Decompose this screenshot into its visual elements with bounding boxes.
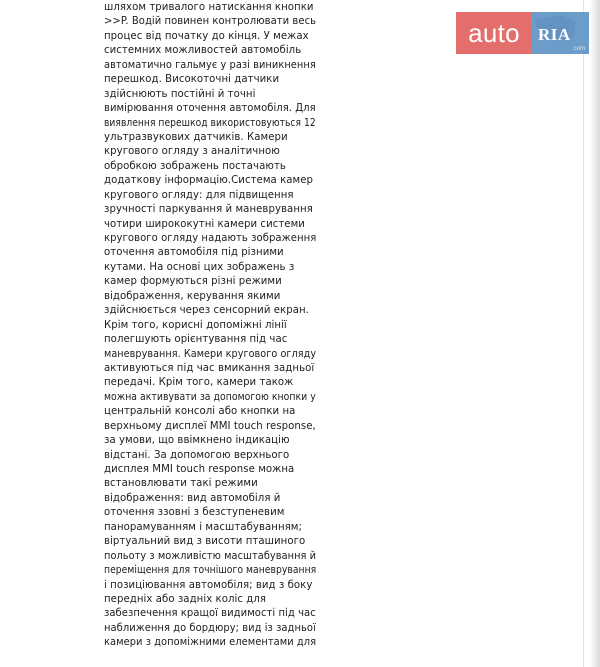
logo-auto-text: auto <box>456 12 532 54</box>
text-line: здійснюють постійні й точні <box>104 87 256 100</box>
text-line: дисплея MMI touch response можна <box>104 463 295 475</box>
text-line: перешкод. Високоточні датчики <box>104 73 280 86</box>
text-line: маневрування. Камери кругового огляду <box>104 347 317 360</box>
text-line: верхньому дисплеї MMI touch response, <box>104 419 316 432</box>
text-line: обробкою зображень постачають <box>104 159 286 172</box>
text-line: центральній консолі або кнопки на <box>104 405 296 418</box>
text-line: відображення: вид автомобіля й <box>104 491 281 504</box>
text-line: переміщення для точнішого маневрування <box>104 564 317 577</box>
text-line: передачі. Крім того, камери також <box>104 376 294 389</box>
text-line: >>P. Водій повинен контролювати весь <box>104 15 317 28</box>
text-line: здійснюється через сенсорний екран. <box>104 304 309 317</box>
text-line: забезпечення кращої видимості під час <box>104 607 316 620</box>
page-edge-shadow <box>590 0 600 667</box>
text-line: кругового огляду з аналітичною <box>104 145 280 158</box>
text-line: виявлення перешкод використовуються 12 <box>104 116 316 129</box>
text-line: чотири ширококутні камери системи <box>104 217 305 230</box>
text-line: наближення до бордюру; вид із задньої <box>104 621 316 634</box>
text-line: кругового огляду надають зображення <box>104 232 317 244</box>
text-line: віртуальний вид з висоти пташиного <box>104 535 306 548</box>
document-text <box>104 0 319 650</box>
autoria-logo[interactable] <box>456 12 589 54</box>
text-line: можна активувати за допомогою кнопки у <box>104 390 316 403</box>
text-line: полегшують орієнтування під час <box>104 333 288 346</box>
text-line: передніх або задніх коліс для <box>104 592 267 605</box>
text-line: вимірювання оточення автомобіля. Для <box>104 102 316 115</box>
text-line: додаткову інформацію.Система камер <box>104 174 314 187</box>
text-line: Крім того, корисні допоміжні лінії <box>104 318 287 331</box>
text-line: процес від початку до кінця. У межах <box>104 29 309 42</box>
text-line: встановлювати такі режими <box>104 477 258 490</box>
text-line: відстані. За допомогою верхнього <box>104 448 290 461</box>
text-line: системних можливостей автомобіль <box>104 44 302 57</box>
text-line: оточення ззовні з безступеневим <box>104 506 285 519</box>
text-line: польоту з можливістю масштабування й <box>104 549 317 562</box>
text-line: за умови, що ввімкнено індикацію <box>104 434 290 447</box>
text-line: камер формуються різні режими <box>104 275 282 288</box>
text-line: оточення автомобіля під різними <box>104 246 284 259</box>
logo-com-text: .com <box>571 46 585 52</box>
text-line: камери з допоміжними елементами для <box>104 636 317 649</box>
text-line: зручності паркування й маневрування <box>104 203 313 216</box>
text-line: панорамуванням і масштабуванням; <box>104 520 302 533</box>
text-line: кутами. На основі цих зображень з <box>104 260 295 273</box>
text-line: ультразвукових датчиків. Камери <box>104 130 288 143</box>
text-line: кругового огляду: для підвищення <box>104 188 294 201</box>
logo-ria-text: RIA <box>538 25 571 44</box>
logo-ria-block <box>532 12 589 54</box>
text-line: активуються під час вмикання задньої <box>104 361 315 374</box>
page-edge-line <box>583 0 584 667</box>
text-line: відображення, керування якими <box>104 289 281 302</box>
text-line: шляхом тривалого натискання кнопки <box>104 1 314 13</box>
text-line: і позиціювання автомобіля; вид з боку <box>104 578 313 591</box>
text-line: автоматично гальмує у разі виникнення <box>104 58 316 71</box>
